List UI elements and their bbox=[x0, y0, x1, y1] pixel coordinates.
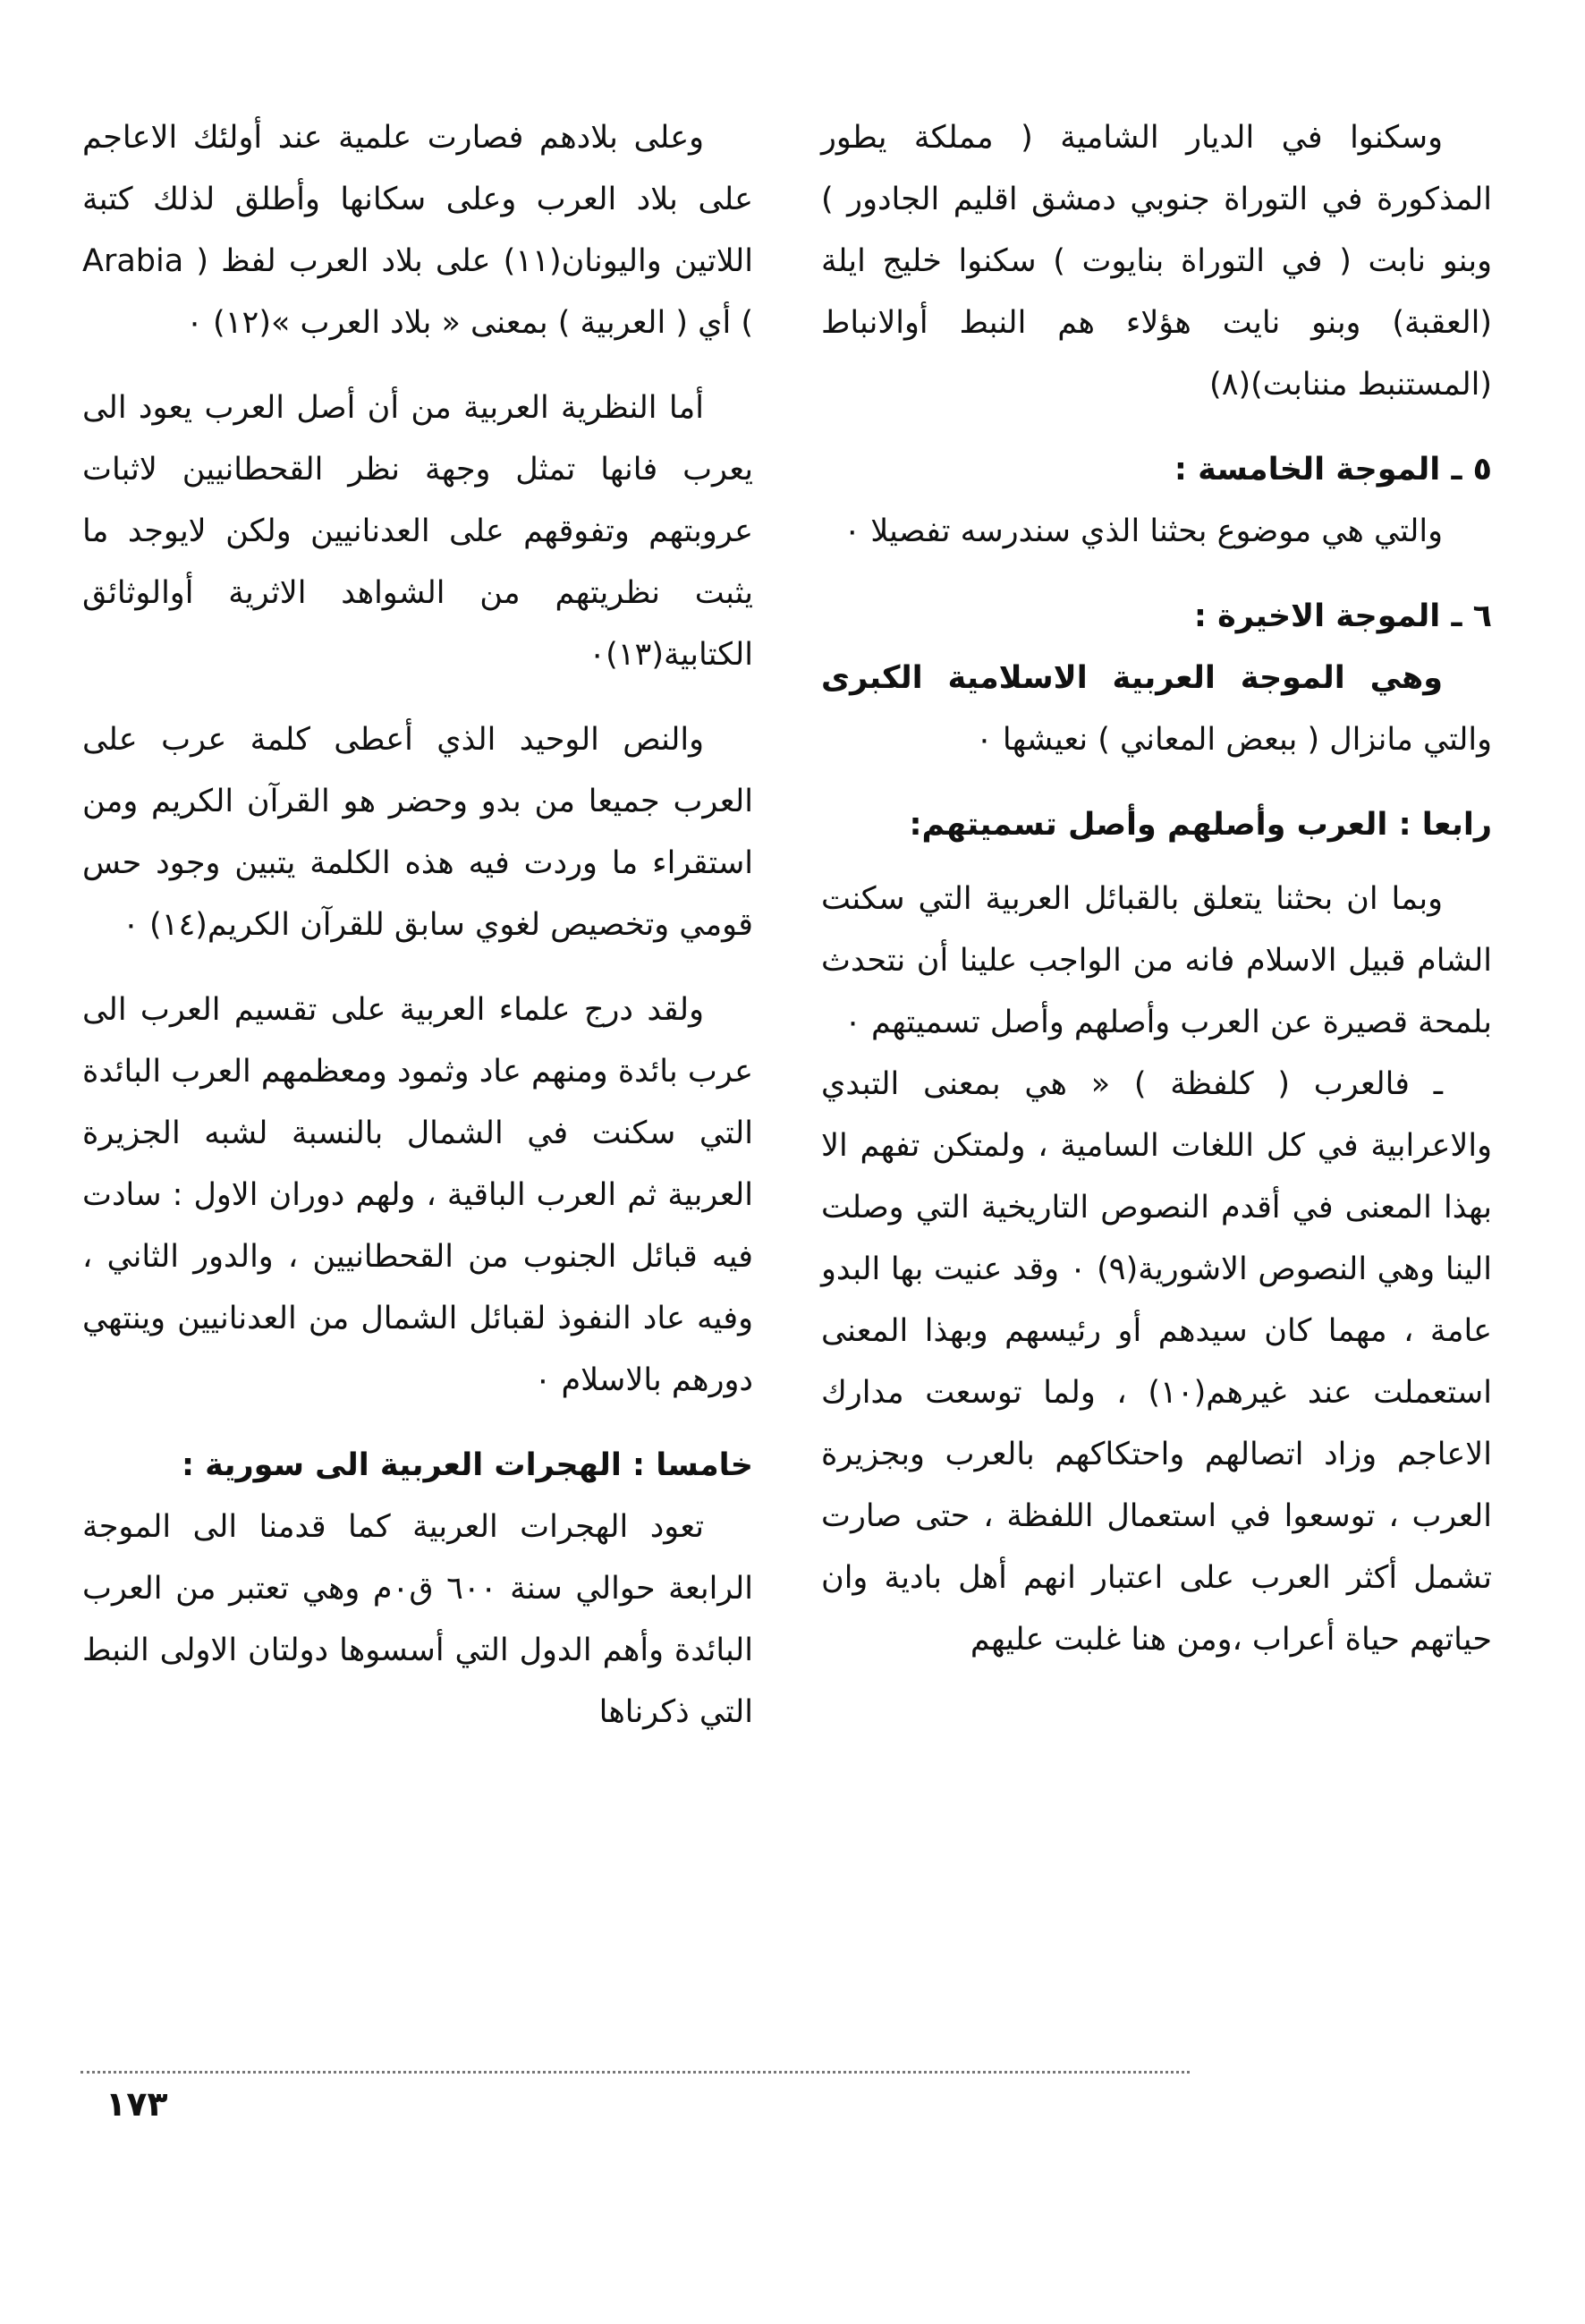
paragraph: ولقد درج علماء العربية على تقسيم العرب الى عرب بائدة ومنهم عاد وثمود ومعظمهم العرب البائدة التي سكنت في الشمال بالنسبة لشبه الجزيرة العربية ثم العرب الباقية ، ولهم دوران الاول : سادت فيه قبائل الجنوب من القحطانيين ، والدور الثاني ، وفيه عاد النفوذ لقبائل الشمال من العدنانيين وينتهي دورهم بالاسلام ٠ bbox=[82, 992, 753, 1398]
paragraph: أما النظرية العربية من أن أصل العرب يعود الى يعرب فانها تمثل وجهة نظر القحطانيين لاثبات عروبتهم وتفوقهم على العدنانيين ولكن لايوجد ما يثبت نظريتهم من الشواهد الاثرية أوالوثائق الكتابية(١٣)٠ bbox=[82, 390, 753, 673]
paragraph bbox=[821, 648, 1492, 771]
paragraph: وبما ان بحثنا يتعلق بالقبائل العربية التي سكنت الشام قبيل الاسلام فانه من الواجب علينا أن نتحدث بلمحة قصيرة عن العرب وأصلهم وأصل تسميتهم ٠ bbox=[821, 881, 1492, 1040]
paragraph: وسكنوا في الديار الشامية ( مملكة يطور المذكورة في التوراة جنوبي دمشق اقليم الجادور ) وبنو نابت ( في التوراة بنايوت ) سكنوا خليج ايلة (العقبة) وبنو نايت هؤلاء هم النبط أوالانباط (المستنبط مننابت)(٨) bbox=[821, 120, 1492, 403]
paragraph: ـ فالعرب ( كلفظة ) « هي بمعنى التبدي والاعرابية في كل اللغات السامية ، ولمتكن تفهم الا بهذا المعنى في أقدم النصوص التاريخية التي وصلت الينا وهي النصوص الاشورية(٩) ٠ وقد عنيت بها البدو عامة ، مهما كان سيدهم أو رئيسهم وبهذا المعنى استعملت عند غيرهم(١٠) ، ولما توسعت مدارك الاعاجم وزاد اتصالهم واحتكاكهم بالعرب وبجزيرة العرب ، توسعوا في استعمال اللفظة ، حتى صارت تشمل أكثر العرب على اعتبار انهم أهل بادية وان حياتهم حياة أعراب ،ومن هنا غلبت عليهم bbox=[821, 1066, 1492, 1658]
paragraph-lead: وهي الموجة العربية الاسلامية الكبرى bbox=[821, 660, 1443, 696]
section-heading-arabs-origin: رابعا : العرب وأصلهم وأصل تسميتهم: bbox=[909, 807, 1492, 843]
section-heading-arab-migrations: خامسا : الهجرات العربية الى سورية : bbox=[181, 1447, 753, 1483]
section-heading-fifth-wave: ٥ ـ الموجة الخامسة : bbox=[1174, 452, 1492, 488]
paragraph: والتي هي موضوع بحثنا الذي سندرسه تفصيلا ٠ bbox=[843, 513, 1443, 549]
paragraph: تعود الهجرات العربية كما قدمنا الى الموجة الرابعة حوالي سنة ٦٠٠ ق٠م وهي تعتبر من العرب البائدة وأهم الدول التي أسسوها دولتان الاولى النبط التي ذكرناها bbox=[82, 1509, 753, 1730]
right-column bbox=[821, 107, 1492, 1671]
section-heading-last-wave: ٦ ـ الموجة الاخيرة : bbox=[1193, 598, 1492, 634]
paragraph: وعلى بلادهم فصارت علمية عند أولئك الاعاجم على بلاد العرب وعلى سكانها وأطلق لذلك كتبة اللاتين واليونان(١١) على بلاد العرب لفظ ( Arabia ) أي ( العربية ) بمعنى « بلاد العرب »(١٢) ٠ bbox=[82, 120, 753, 341]
paragraph: والنص الوحيد الذي أعطى كلمة عرب على العرب جميعا من بدو وحضر هو القرآن الكريم ومن استقراء ما وردت فيه هذه الكلمة يتبين وجود حس قومي وتخصيص لغوي سابق للقرآن الكريم(١٤) ٠ bbox=[82, 722, 753, 943]
footer-separator bbox=[81, 2071, 1190, 2074]
paragraph-rest: والتي مانزال ( ببعض المعاني ) نعيشها ٠ bbox=[975, 722, 1492, 758]
page-number: ١٧٣ bbox=[106, 2084, 168, 2124]
left-column bbox=[82, 107, 753, 1743]
